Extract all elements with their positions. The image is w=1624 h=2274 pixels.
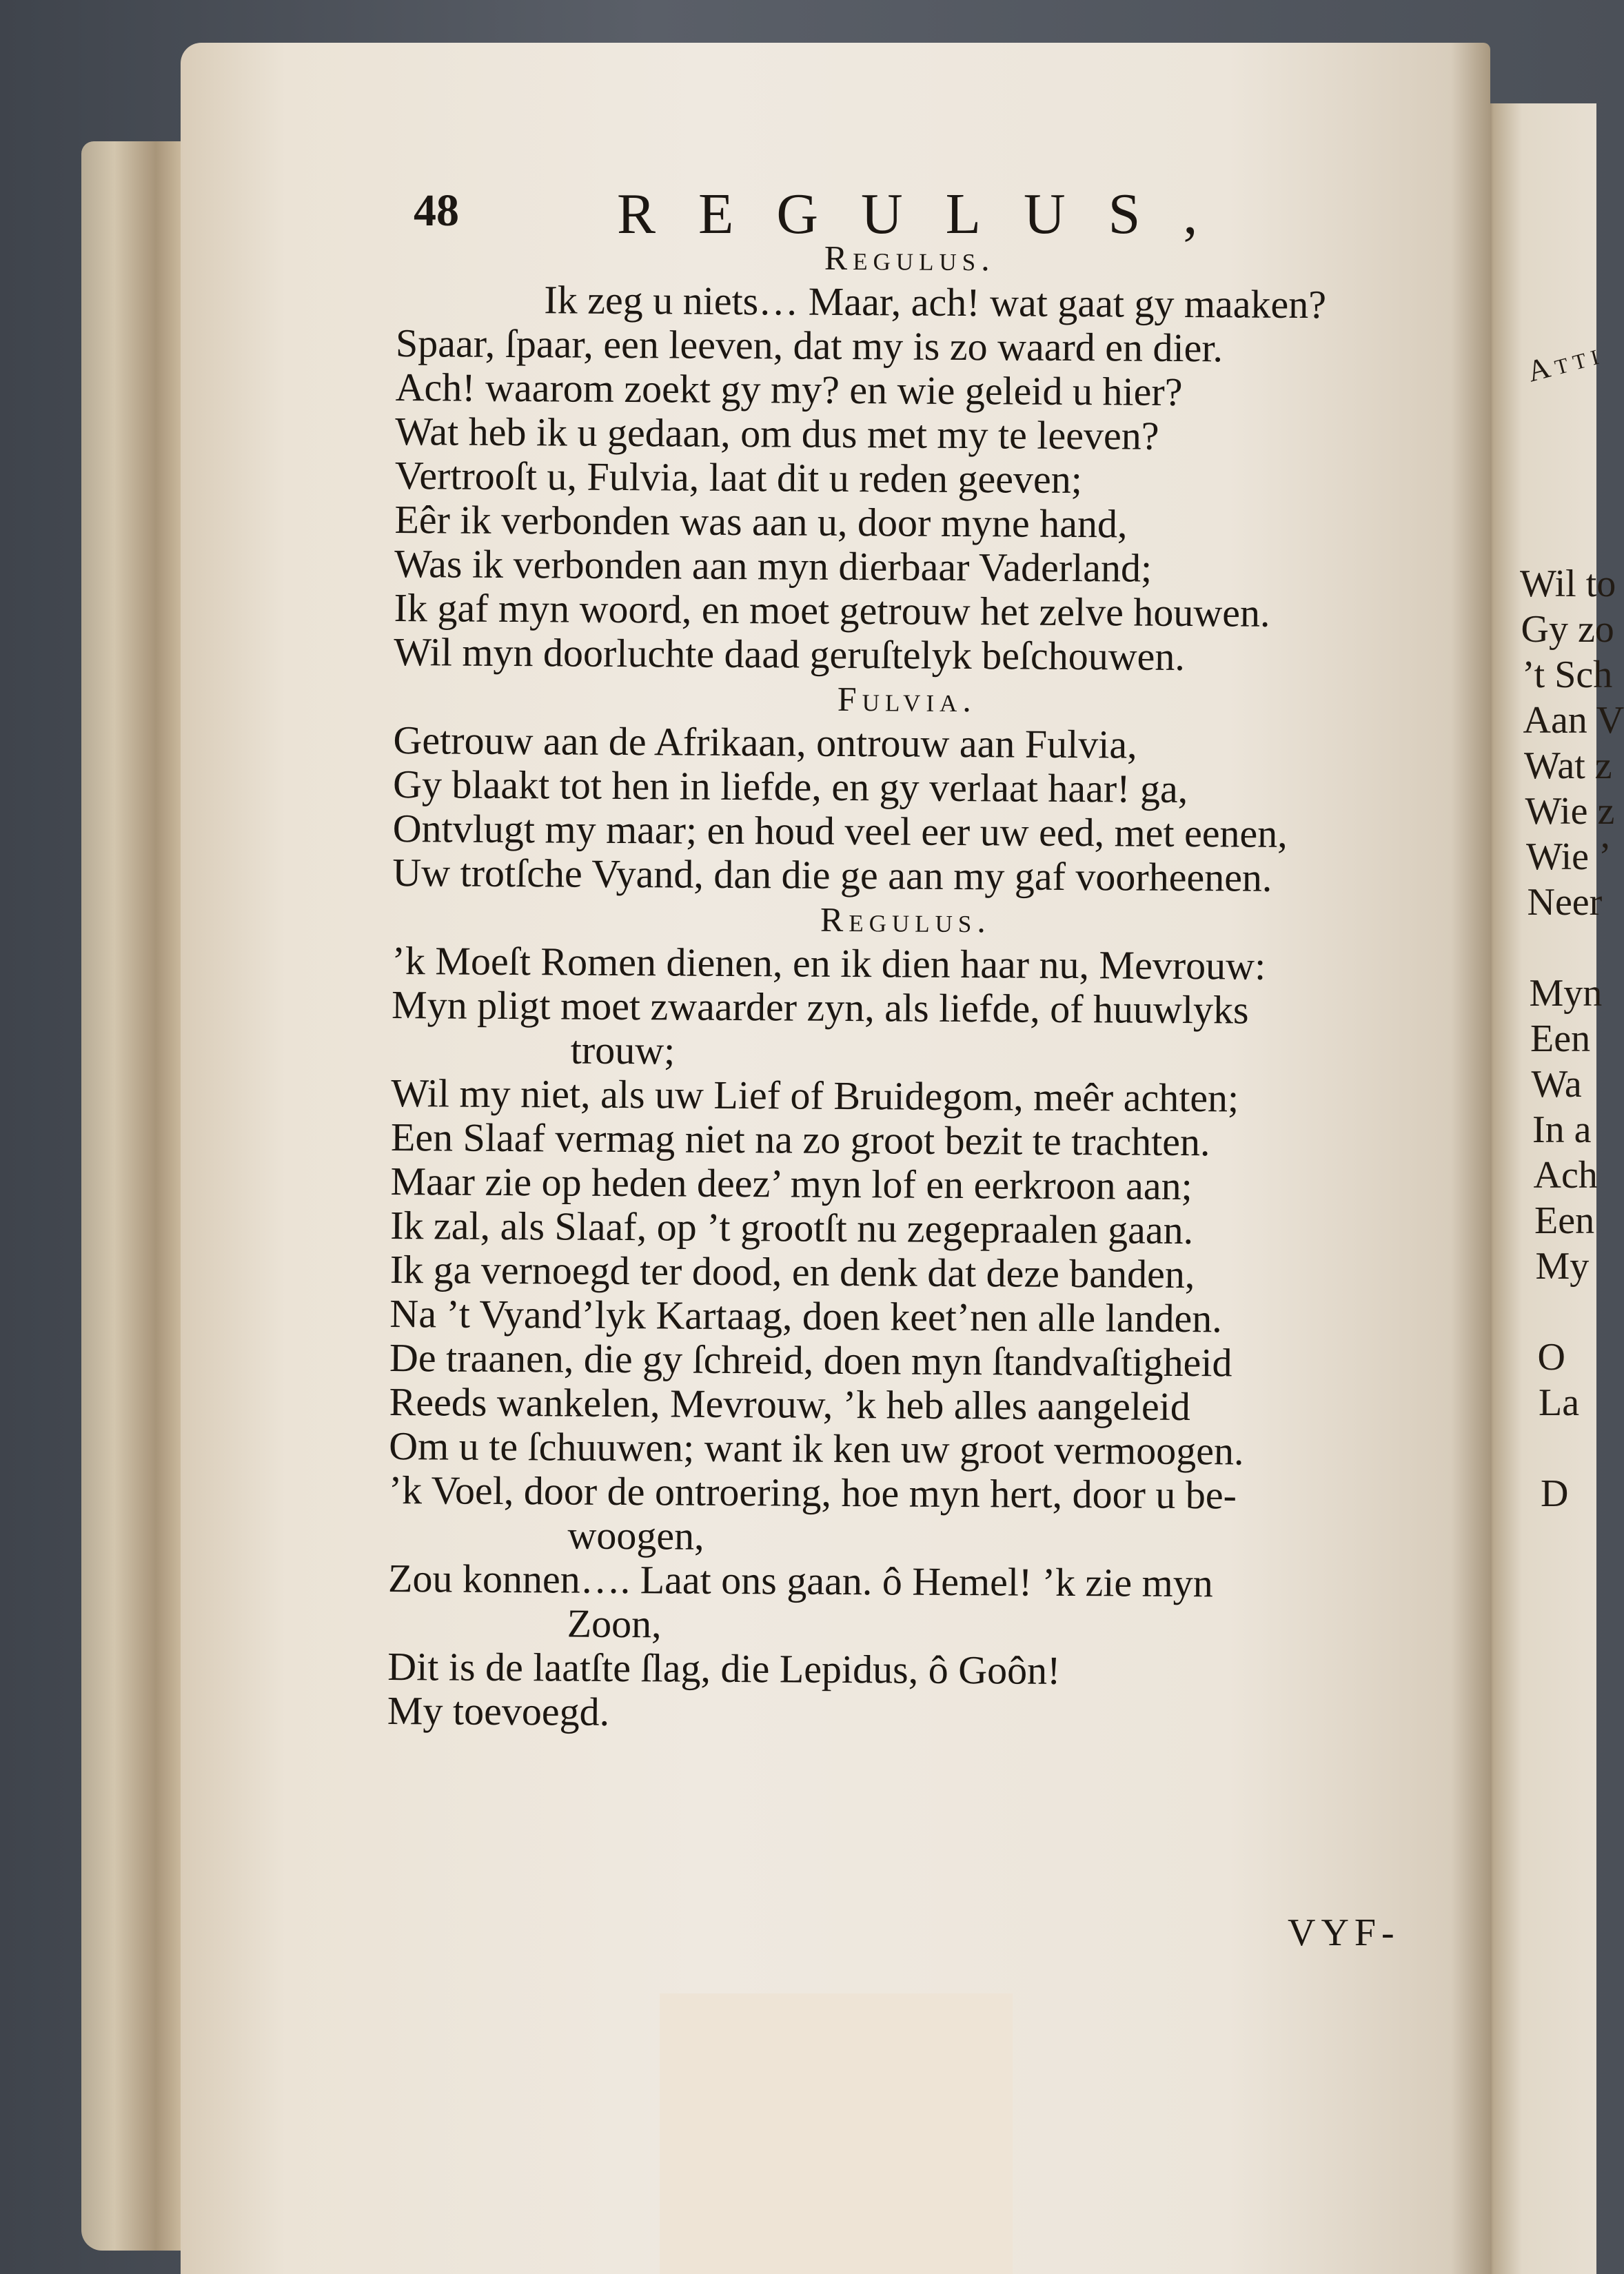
verse-line: Ik ga vernoegd ter dood, en denk dat deze banden, xyxy=(389,1246,1195,1297)
facing-page-line: My xyxy=(1535,1245,1590,1288)
verse-line: Een Slaaf vermag niet na zo groot bezit te trachten. xyxy=(390,1114,1210,1165)
speaker-name: Regulus. xyxy=(820,900,992,940)
verse-line: Ik gaf myn woord, en moet getrouw het zelve houwen. xyxy=(394,585,1270,636)
verse-line: Ik zal, als Slaaf, op ’t grootſt nu zegepraalen gaan. xyxy=(390,1202,1194,1253)
verse-line: trouw; xyxy=(570,1027,676,1073)
facing-page-line: D xyxy=(1541,1472,1569,1515)
facing-page-line: Neer xyxy=(1527,881,1603,924)
facing-page-line: Aan V xyxy=(1523,699,1624,742)
facing-page-line: Wil to xyxy=(1520,562,1616,605)
facing-page-line: Gy zo xyxy=(1521,608,1614,651)
verse-line: De traanen, die gy ſchreid, doen myn ſtandvaſtigheid xyxy=(389,1334,1232,1385)
facing-page-line: O xyxy=(1537,1336,1565,1379)
verse-line: Zoon, xyxy=(567,1601,662,1647)
verse-line: Ik zeg u niets… Maar, ach! wat gaat gy maaken? xyxy=(544,277,1327,327)
verse-line: Myn pligt moet zwaarder zyn, als liefde, of huuwlyks xyxy=(391,982,1249,1033)
facing-page-line: Wie ’ xyxy=(1526,835,1612,878)
verse-line: Om u te ſchuuwen; want ik ken uw groot vermoogen. xyxy=(389,1423,1244,1474)
speaker-name: Fulvia. xyxy=(837,679,977,720)
facing-page-line: In a xyxy=(1532,1108,1592,1151)
facing-page-line: Myn xyxy=(1529,972,1603,1015)
verse-line: Na ’t Vyand’lyk Kartaag, doen keet’nen alle landen. xyxy=(389,1290,1222,1341)
facing-page-line: Wa xyxy=(1531,1063,1582,1106)
facing-page-line: Wie z xyxy=(1525,790,1615,833)
verse-line: Ontvlugt my maar; en houd veel eer uw eed, met eenen, xyxy=(392,805,1288,856)
verse-line: Maar zie op heden deez’ myn lof en eerkroon aan; xyxy=(390,1158,1192,1209)
page-number: 48 xyxy=(414,185,459,236)
verse-line: Vertrooſt u, Fulvia, laat dit u reden geeven; xyxy=(394,452,1083,502)
facing-page-line: Ach xyxy=(1533,1154,1598,1197)
verse-line: ’k Voel, door de ontroering, hoe myn hert, door u be- xyxy=(388,1467,1237,1518)
verse-line: Uw trotſche Vyand, dan die ge aan my gaf voorheenen. xyxy=(392,849,1272,900)
verse-line: Ach! waarom zoekt gy my? en wie geleid u hier? xyxy=(395,364,1183,414)
verse-line: My toevoegd. xyxy=(387,1687,610,1734)
verse-line: Was ik verbonden aan myn dierbaar Vaderland; xyxy=(394,540,1153,591)
facing-page-line: Wat z xyxy=(1524,744,1612,787)
verse-line: Reeds wankelen, Mevrouw, ’k heb alles aangeleid xyxy=(389,1379,1191,1430)
facing-page-line: Een xyxy=(1534,1199,1595,1242)
play-text xyxy=(387,233,1423,1739)
running-title: REGULUS, xyxy=(617,182,1241,246)
verse-line: Spaar, ſpaar, een leeven, dat my is zo waard en dier. xyxy=(395,320,1224,371)
catchword: VYF- xyxy=(1288,1911,1400,1954)
verse-line: Dit is de laatſte ſlag, die Lepidus, ô Goôn! xyxy=(387,1643,1061,1693)
facing-page-line: Een xyxy=(1530,1017,1591,1060)
verse-line: Wat heb ik u gedaan, om dus met my te leeven? xyxy=(395,408,1159,458)
verse-line: Wil myn doorluchte daad geruſtelyk beſchouwen. xyxy=(394,629,1186,679)
verse-line: Eêr ik verbonden was aan u, door myne hand, xyxy=(394,496,1128,547)
verse-line: Wil my niet, als uw Lief of Bruidegom, meêr achten; xyxy=(391,1070,1239,1121)
verse-line: Gy blaakt tot hen in liefde, en gy verlaat haar! ga, xyxy=(392,761,1188,812)
verse-line: Getrouw aan de Afrikaan, ontrouw aan Fulvia, xyxy=(393,717,1137,767)
facing-page-line: ’t Sch xyxy=(1522,653,1613,696)
facing-page-header: Atti xyxy=(1523,336,1607,389)
verse-line: ’k Moeſt Romen dienen, en ik dien haar nu, Mevrouw: xyxy=(392,937,1266,988)
facing-page-line: La xyxy=(1539,1381,1580,1424)
verse-line: Zou konnen…. Laat ons gaan. ô Hemel! ’k zie myn xyxy=(387,1555,1213,1606)
speaker-name: Regulus. xyxy=(824,238,995,278)
verse-line: woogen, xyxy=(567,1512,704,1559)
blank-patch xyxy=(660,1993,1013,2274)
